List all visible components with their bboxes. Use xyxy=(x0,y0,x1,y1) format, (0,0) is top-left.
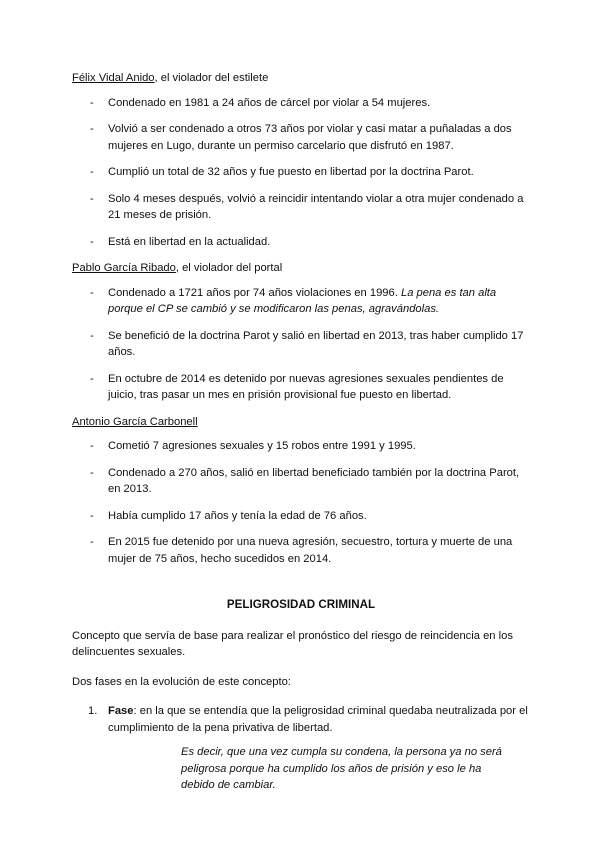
paragraph-concept: Concepto que servía de base para realizar el pronóstico del riesgo de reincidencia en los delincuentes sexuales. xyxy=(72,629,513,658)
list-item: - Condenado en 1981 a 24 años de cárcel por violar a 54 mujeres. xyxy=(72,95,530,112)
section-name: Pablo García Ribado xyxy=(72,262,176,274)
list-item: - Había cumplido 17 años y tenía la edad de 76 años. xyxy=(72,508,530,525)
section-title: PELIGROSIDAD CRIMINAL xyxy=(226,598,376,611)
felix-list xyxy=(72,95,530,251)
section-heading-antonio xyxy=(72,414,530,431)
list-item-italic-note: La pena es tan alta porque el CP se cambió y se modificaron las penas, agravándolas. xyxy=(108,286,497,315)
list-item: - En octubre de 2014 es detenido por nuevas agresiones sexuales pendientes de juicio, tras pasar un mes en prisión provisional fue puesto en libertad. xyxy=(72,371,530,404)
list-item: - Volvió a ser condenado a otros 73 años por violar y casi matar a puñaladas a dos mujeres en Lugo, durante un permiso carcelario que disfrutó en 1987. xyxy=(72,121,530,154)
phase-item xyxy=(72,703,530,794)
phase-number: 1. xyxy=(88,705,98,717)
phase-text: : en la que se entendía que la peligrosidad criminal quedaba neutralizada por el cumplimiento de la pena privativa de libertad. xyxy=(108,705,528,734)
section-name: Antonio García Carbonell xyxy=(72,415,198,428)
phase-label: Fase xyxy=(108,705,134,717)
antonio-list xyxy=(72,438,530,567)
list-item xyxy=(72,285,530,318)
pablo-list xyxy=(72,285,530,404)
list-item: - Se benefició de la doctrina Parot y salió en libertad en 2013, tras haber cumplido 17 años. xyxy=(72,328,530,361)
list-item: - Solo 4 meses después, volvió a reincidir intentando violar a otra mujer condenado a 21 meses de prisión. xyxy=(72,191,530,224)
paragraph-phases: Dos fases en la evolución de este concepto: xyxy=(72,675,291,688)
list-item: - Cometió 7 agresiones sexuales y 15 robos entre 1991 y 1995. xyxy=(72,438,530,455)
phase-quote: Es decir, que una vez cumpla su condena, la persona ya no será peligrosa porque ha cumplido los años de prisión y eso le ha debido de cambiar. xyxy=(181,746,502,791)
section-name: Félix Vidal Anido xyxy=(72,72,155,84)
list-item: - Condenado a 270 años, salió en libertad beneficiado también por la doctrina Parot, en 2013. xyxy=(72,465,530,498)
phases-list xyxy=(72,703,530,794)
section-tail: , el violador del portal xyxy=(175,262,283,274)
list-item: - Está en libertad en la actualidad. xyxy=(72,234,530,251)
section-heading-pablo xyxy=(72,260,530,277)
section-tail: , el violador del estilete xyxy=(154,72,269,84)
section-heading-felix xyxy=(72,70,530,87)
list-item: - Cumplió un total de 32 años y fue puesto en libertad por la doctrina Parot. xyxy=(72,164,530,181)
list-item: - En 2015 fue detenido por una nueva agresión, secuestro, tortura y muerte de una mujer de 75 años, hecho sucedidos en 2014. xyxy=(72,534,530,567)
list-item-text: Condenado a 1721 años por 74 años violaciones en 1996. xyxy=(108,286,401,299)
